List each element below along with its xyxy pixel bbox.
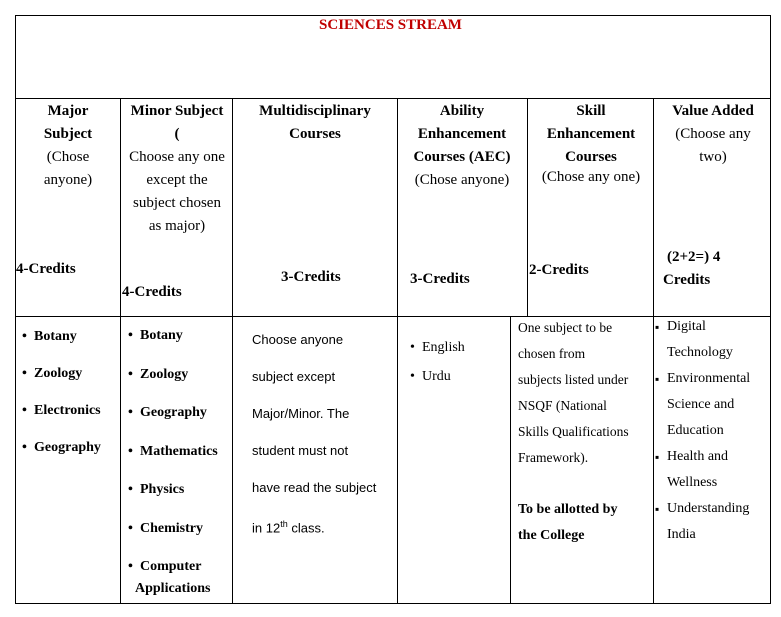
skill-text-line: NSQF (National — [518, 398, 607, 413]
col-divider-3-head — [397, 98, 398, 317]
minor-subject-list — [128, 317, 232, 587]
skill-text-line: chosen from — [518, 346, 586, 361]
col-divider-4-body — [510, 316, 511, 604]
list-item: • Botany — [22, 318, 120, 355]
header-major — [16, 100, 120, 192]
value-item-line: India — [667, 527, 696, 542]
value-item-line: Science and — [667, 397, 735, 412]
value-added-list — [655, 314, 769, 548]
border-top — [15, 15, 771, 16]
col-divider-4-head — [527, 98, 528, 317]
list-item: • Electronics — [22, 392, 120, 429]
multi-text-line-last — [252, 506, 376, 546]
skill-text-line: subjects listed under — [518, 372, 629, 387]
list-item: • Geography — [22, 429, 120, 466]
skill-text-line: One subject to be — [518, 320, 613, 335]
multi-text-line: Major/Minor. The — [252, 406, 350, 421]
header-skill — [536, 100, 646, 186]
header-minor-note: Choose any one except the subject chosen as major) — [129, 149, 225, 234]
header-aec-note: (Chose anyone) — [414, 172, 510, 188]
major-subject-list — [22, 318, 120, 466]
multi-text-line: have read the subject — [252, 480, 377, 495]
list-item: • Botany — [128, 317, 232, 356]
header-skill-credits: 2-Credits — [529, 262, 589, 278]
skill-allot-line-1: To be allotted by — [518, 502, 618, 517]
list-item: • Mathematics — [128, 433, 232, 472]
header-minor-label: Minor Subject ( — [130, 103, 224, 142]
header-aec — [400, 100, 524, 192]
skill-text-line: Framework). — [518, 450, 589, 465]
multi-last-sup: th — [280, 519, 288, 529]
header-value-credits-1: (2+2=) 4 — [667, 249, 721, 265]
col-divider-5 — [653, 98, 654, 604]
header-value-credits-2: Credits — [663, 272, 711, 288]
border-right — [770, 15, 771, 604]
value-item-line: Technology — [667, 345, 733, 360]
list-item: • Geography — [128, 394, 232, 433]
table-title: SCIENCES STREAM — [319, 17, 462, 33]
border-bottom — [15, 603, 771, 604]
list-item — [655, 444, 769, 496]
header-major-label: Major Subject — [43, 103, 93, 142]
skill-text-line: Skills Qualifications — [518, 424, 629, 439]
value-item-line: Education — [667, 423, 724, 438]
header-aec-credits: 3-Credits — [410, 271, 470, 287]
multi-text-line: subject except — [252, 369, 336, 384]
skill-description — [518, 315, 629, 471]
header-minor-credits: 4-Credits — [122, 284, 182, 300]
header-skill-note: (Chose any one) — [541, 169, 641, 185]
skill-allot-line-2: the College — [518, 528, 585, 543]
multi-description — [252, 321, 376, 546]
value-item-line: Wellness — [667, 475, 718, 490]
header-major-credits: 4-Credits — [16, 261, 76, 277]
header-aec-label: Ability Enhancement Courses (AEC) — [413, 103, 511, 165]
header-value-note: (Choose any two) — [675, 126, 751, 165]
list-item: • Chemistry — [128, 510, 232, 549]
header-multi-credits: 3-Credits — [281, 269, 341, 285]
col-divider-2 — [232, 98, 233, 604]
list-item — [655, 496, 769, 548]
list-item — [655, 314, 769, 366]
multi-text-line: student must not — [252, 443, 349, 458]
aec-list — [410, 333, 505, 391]
value-item-line: Health and — [667, 449, 729, 464]
multi-text-line: Choose anyone — [252, 332, 344, 347]
col-divider-3-body — [397, 316, 398, 604]
header-multi-label: Multidisciplinary Courses — [259, 103, 371, 142]
value-item-line: Understanding — [667, 501, 750, 516]
header-minor — [127, 100, 227, 238]
multi-last-post: class. — [287, 520, 325, 536]
list-item — [655, 366, 769, 444]
list-item: • Physics — [128, 471, 232, 510]
list-item: • English — [410, 333, 505, 362]
header-major-note: (Chose anyone) — [43, 149, 93, 188]
header-value-label: Value Added — [672, 103, 754, 119]
value-item-line: Digital — [667, 319, 706, 334]
list-item: • Computer — [128, 548, 232, 587]
header-value — [660, 100, 766, 169]
header-skill-label: Skill Enhancement Courses — [546, 103, 636, 165]
col-divider-1 — [120, 98, 121, 604]
minor-item-continuation: Applications — [135, 581, 211, 596]
multi-last-pre: in 12 — [252, 520, 281, 536]
skill-allotment — [518, 497, 617, 549]
header-divider — [15, 98, 771, 99]
list-item: • Zoology — [128, 356, 232, 395]
value-item-line: Environmental — [667, 371, 751, 386]
list-item: • Zoology — [22, 355, 120, 392]
list-item: • Urdu — [410, 362, 505, 391]
